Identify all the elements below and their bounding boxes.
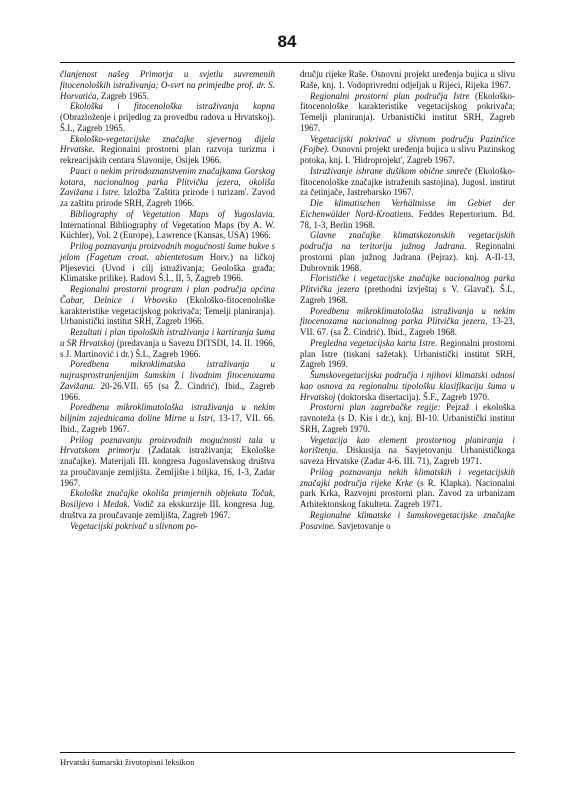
entry-details: Regionalni prostorni plan Istre (tiskani sažetak). Urbanistički institut SRH, Zagreb 1969. xyxy=(300,337,516,370)
bibliography-entry xyxy=(300,338,515,370)
entry-details: dručju rijeke Raše. Osnovni projekt uređenja bujica u slivu Raše, knj. 1. Vodoprivredni odjeljak u Rijeci, Rijeka 1967. xyxy=(300,69,515,90)
bibliography-entry xyxy=(60,521,275,532)
entry-details: (predavanja u Savezu DITSDI, 14. II. 1966, s J. Martinović i dr.) Š.L, Zagreb 1966. xyxy=(60,337,275,359)
entry-title: Vegetacijski pokrivač u slivnom po- xyxy=(70,520,198,531)
entry-details: 13-23, VII. 67. (sa Ž. Cindrić). Ibid., Zagreb 1968. xyxy=(300,316,516,337)
entry-details: Izložba 'Zaštita prirode i turizam'. Zavod za zaštitu prirode SRH, Zagreb 1966. xyxy=(60,187,275,208)
entry-title: Ekološka i fitocenološka istraživanja kopna xyxy=(70,101,275,112)
entry-details: (Ekološko-fitocenološke karakteristike vegetacijskog pokrivača; Temelji planiranja). Urbanistički institut SRH, Zagreb 1967. xyxy=(300,90,515,133)
bibliography-entry xyxy=(300,134,515,166)
entry-title: Glavne značajke klimatskozonskih vegetacijskih područja na teritoriju južnog Jadrana. xyxy=(300,230,515,251)
entry-details: (doktorska disertacija). Š.F., Zagreb 1970. xyxy=(335,391,490,402)
entry-details: Savjetovanje o xyxy=(335,520,391,531)
entry-title: Vegetacija kao element prostornog planiranja i korištenja. xyxy=(300,434,515,456)
footer-text: Hrvatski šumarski životopisni leksikon xyxy=(60,757,195,767)
bibliography-entry xyxy=(300,402,515,434)
entry-title: Vegetacijski pokrivač u slivnom području Pazinčice (Fojbe). xyxy=(300,133,515,155)
entry-title: Prilog poznavanju nekih klimatskih i vegetacijskih značajki područja rijeke Krke xyxy=(300,466,515,488)
entry-title: članjenost našeg Primorja u svjetlu suvremenih fitocenoloških istraživanja; O-svrt na primjedbe prof. dr. S. Horvatića, xyxy=(60,69,275,101)
bibliography-entry xyxy=(300,435,515,467)
bibliography-entry xyxy=(60,101,275,133)
entry-title: Regionalni prostorni plan područja Istre xyxy=(310,90,470,101)
entry-details: Horv.) na ličkoj Pljesevici (Uvod i cilj istraživanja; Geološka građa; Klimatske prilike). Radovi Š.I., II, 5, Zagreb 1966. xyxy=(60,251,275,284)
entry-details: 13-17, VII. 66. Ibid., Zagreb 1967. xyxy=(60,413,275,434)
entry-title: Regionalni prostorni program i plan područja općina Čabar, Delnice i Vrbovsko xyxy=(60,284,275,305)
bibliography-entry xyxy=(300,467,515,510)
entry-title: Florističke i vegetacijske značajke nacionalnog parka Plitvička jezera xyxy=(300,273,515,294)
entry-details: Regionalni prostorni plan razvoja turizma i rekreacijskih centara Slavonije, Osijek 1966. xyxy=(60,144,275,165)
entry-title: Ekološke značajke okoliša primjernih objekata Točak, Bosiljevo i Medak. xyxy=(60,488,275,509)
bibliography-entry xyxy=(300,166,515,198)
entry-details: Pejzaž i ekološka ravnoteža (s D. Kis i dr.), knj. BI-10. Urbanistički institut SRH, Zagreb 1970. xyxy=(300,402,515,434)
entry-details: (prethodni izvještaj s V. Glavač). Š.L, Zagreb 1968. xyxy=(300,284,515,305)
page-number: 84 xyxy=(277,32,297,51)
entry-title: Poredbena mikroklimatska istraživanja u najrasprostranjenijim šumskim i livadnim fitocenozama Zavižana. xyxy=(60,359,275,391)
entry-details: Feddes Repertorium. Bd. 78, 1-3, Berlin 1968. xyxy=(300,208,516,230)
bibliography-entry xyxy=(60,327,275,359)
entry-title: Rezultati i plan tipoloških istraživanja i kartiranja šuma u SR Hrvatskoj xyxy=(60,327,275,348)
entry-details: (Obrazloženje i prijedlog za provedbu radova u Hrvatskoj). Š.I., Zagreb 1965. xyxy=(60,112,275,133)
entry-title: Istraživanje ishrane dušikom obične smreče xyxy=(310,165,472,176)
bibliography-entry xyxy=(300,198,515,230)
entry-title: Prilog poznavanju proizvodnih mogućnosti tala u Hrvatskom primorju xyxy=(60,434,275,456)
entry-title: Ekološko-vegetacijske značajke sjevernog dijela Hrvatske. xyxy=(60,133,275,155)
entry-details: 20-26.VII. 65 (sa Ž. Cindrić). Ibid., Zagreb 1966. xyxy=(60,380,275,402)
header-rule xyxy=(60,62,515,63)
bibliography-entry xyxy=(60,166,275,209)
left-column xyxy=(60,69,275,531)
bibliography-entry xyxy=(300,510,515,532)
entry-details: (Zadatak istraživanja; Ekološke značajke). Materijali III. kongresa Jugoslavenskog društva za proučavanje zemljišta. Zemljište i biljka, 16, 1-3, Zadar 1967. xyxy=(60,445,275,488)
bibliography-entry xyxy=(60,69,275,101)
bibliography-entry xyxy=(60,402,275,434)
entry-title: Šumskovegetacijska područja i njihovi klimatski odnosi kao osnova za regionalnu tipološku klasifikaciju šuma u Hrvatskoj xyxy=(300,370,515,402)
bibliography-entry xyxy=(60,241,275,284)
entry-details: (s R. Klapka). Nacionalni park Krka, Razvojni prostorni plan. Zavod za urbanizam Arhitektonskog fakulteta. Zagreb 1971. xyxy=(300,477,515,509)
entry-details: Osnovni projekt uređenja bujica u slivu Pazinskog potoka, knj. I. 'Hidroprojekt', Zagreb 1967. xyxy=(300,144,515,165)
entry-details: Zagreb 1965. xyxy=(98,90,149,101)
entry-title: Poredbena mikroklimatološka istraživanja u nekim biljnim zajednicama doline Mirne u Istri, xyxy=(60,402,275,423)
bibliography-entry xyxy=(300,230,515,273)
entry-title: Prilog poznavanju proizvodnih mogućnosti šume bukve s jelom (Fagetum croat. abientetosum xyxy=(60,241,275,262)
entry-title: Die klimatischen Verhältnisse im Gebiet der Eichenwälder Nord-Kroatiens. xyxy=(300,198,515,219)
entry-details: Diskusija na Savjetovanju Urbanističkoga saveza Hrvatske (Zadar 4-6. III. 71), Zagreb 1971. xyxy=(300,445,515,466)
bibliography-entry xyxy=(300,370,515,402)
bibliography-entry xyxy=(60,209,275,241)
bibliography-entry xyxy=(300,69,515,91)
entry-details: (Ekološko-fitocenološke značajke istraženih sastojina). Jugosl. institut za četinjače, Jastrebarsko 1967. xyxy=(300,165,515,198)
entry-title: Bibliography of Vegetation Maps of Yugoslavia. xyxy=(70,208,275,219)
entry-title: Pregledna vegetacijska karta Istre. xyxy=(310,337,438,348)
entry-details: Vodič za ekskurzije III. kongresa Jug. društva za proučavanje zemljišta, Zagreb 1967. xyxy=(60,499,275,520)
bibliography-entry xyxy=(60,359,275,402)
bibliography-entry xyxy=(300,273,515,305)
bibliography-entry xyxy=(60,134,275,166)
entry-title: Pauci o nekim prirodoznanstvenim značajkama Gorskog kotara, nacionalnog parka Plitvička jezera, okoliša Zavižana i Istre. xyxy=(60,165,275,198)
right-column xyxy=(300,69,515,531)
entry-details: International Bibliography of Vegetation Maps (by A. W. Küchler), Vol. 2 (Europe), Lawrence (Kansas, USA) 1966. xyxy=(60,219,275,241)
bibliography-entry xyxy=(60,284,275,327)
entry-title: Poredbena mikroklimatološka istraživanja u nekim fitocenozama nacionalnog parka Plitvička jezera, xyxy=(300,305,515,327)
entry-details: (Ekološko-fitocenološke karakteristike vegetacijskog pokrivača; Temelji planiranja). Urbanistički institut SRH, Zagreb 1966. xyxy=(60,294,276,327)
bibliography-entry xyxy=(300,306,515,338)
entry-title: Regionalne klimatske i šumskovegetacijske značajke Posavine. xyxy=(300,509,515,531)
bibliography-entry xyxy=(60,435,275,489)
bibliography-entry xyxy=(60,488,275,520)
bibliography-entry xyxy=(300,91,515,134)
entry-title: Prostorni plan zagrebačke regije: xyxy=(310,402,441,413)
footer-rule xyxy=(60,752,515,753)
entry-details: Regionalni prostorni plan južnog Jadrana (Pejraz). knj. A-II-13, Dubrovnik 1968. xyxy=(300,241,515,273)
